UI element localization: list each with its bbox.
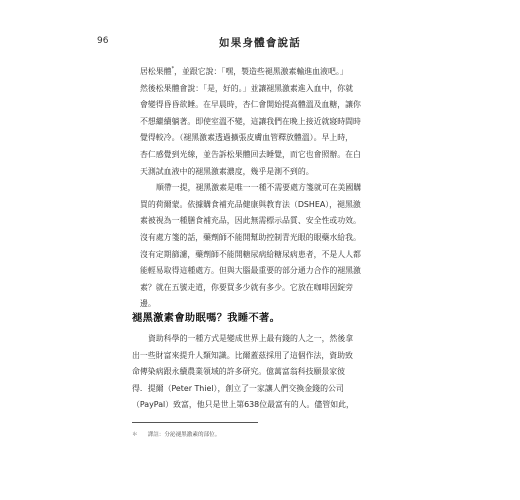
paragraph-2-line: 素？就在五號走道，你要買多少就有多少。它放在咖啡因錠旁 bbox=[140, 282, 354, 292]
paragraph-1-line: 然後松果體會說：「是，好的。」並讓褪黑激素進入血中，你就 bbox=[140, 83, 354, 93]
paragraph-2-line: 素被視為一種膳食補充品，因此無需標示品質、安全性或功效。 bbox=[140, 216, 361, 226]
text-segment: ，並跟它說：「嘿，製造些褪黑激素輸進血液吧。」 bbox=[174, 67, 348, 76]
paragraph-1-line: 會變得昏昏欲睡。在早晨時，杏仁會開始提高體溫及血糖，讓你 bbox=[140, 100, 361, 110]
paragraph-1-line: 天測試血液中的褪黑激素濃度，幾乎是測不到的。 bbox=[140, 166, 314, 176]
paragraph-3-line: （PayPal）致富，他只是世上第638位最富有的人。儘管如此， bbox=[132, 400, 354, 410]
paragraph-2-line: 順帶一提，褪黑激素是唯一一種不需要處方箋就可在美國購 bbox=[156, 183, 362, 193]
paragraph-2-line: 沒有定期篩濾，藥劑師不能開糖尿病給糖尿病患者，不是人人都 bbox=[140, 249, 361, 259]
paragraph-3-line: 命傳染病跟永續農業領域的許多研究。億萬富翁科技願景家彼 bbox=[132, 367, 346, 377]
paragraph-2-line: 買的荷爾蒙。依據購食補充品健康與教育法（DSHEA），褪黑激 bbox=[140, 199, 361, 209]
footnote-divider bbox=[132, 422, 258, 423]
paragraph-1-line-1 bbox=[140, 64, 386, 81]
footnote-text: 譯註：分泌褪黑激素的部位。 bbox=[147, 432, 221, 438]
page-number: 96 bbox=[97, 36, 109, 46]
footnote-mark: ＊ bbox=[132, 432, 138, 438]
paragraph-2-line: 沒有處方箋的話，藥劑師不能開幫助控制青光眼的眼藥水給我。 bbox=[140, 232, 361, 242]
running-head: 如果身體會說話 bbox=[219, 37, 301, 49]
paragraph-2-line: 邊。 bbox=[140, 299, 156, 309]
text-segment: 居松果體 bbox=[140, 67, 172, 76]
paragraph-1-line: 覺得較冷。（褪黑激素透過擴張皮膚血管釋放體溫）。早上時， bbox=[140, 133, 354, 143]
body-text-top bbox=[140, 64, 386, 313]
paragraph-3-line: 資助科學的一種方式是變成世界上最有錢的人之一，然後拿 bbox=[148, 334, 354, 343]
paragraph-1-line: 不想繼續躺著。即使室溫不變，這讓我們在晚上接近就寢時間時 bbox=[140, 116, 361, 126]
paragraph-2-line: 能輕易取得這種處方。但與大腦最重要的部分通力合作的褪黑激 bbox=[140, 266, 361, 276]
paragraph-3-line: 出一些財富來提升人類知識。比爾蓋茲採用了這個作法，資助致 bbox=[132, 350, 353, 360]
paragraph-3-line: 得．提爾（Peter Thiel），創立了一家讓人們交換金錢的公司 bbox=[132, 383, 344, 393]
paragraph-1-line: 杏仁感覺到光線，並告訴松果體回去睡覺，而它也會照辦。在白 bbox=[140, 149, 361, 159]
body-text-bottom bbox=[132, 331, 386, 414]
section-heading: 褪黑激素會助眠嗎？我睡不著。 bbox=[132, 313, 281, 324]
footnote bbox=[132, 430, 220, 438]
footnote-reference: * bbox=[171, 66, 175, 72]
